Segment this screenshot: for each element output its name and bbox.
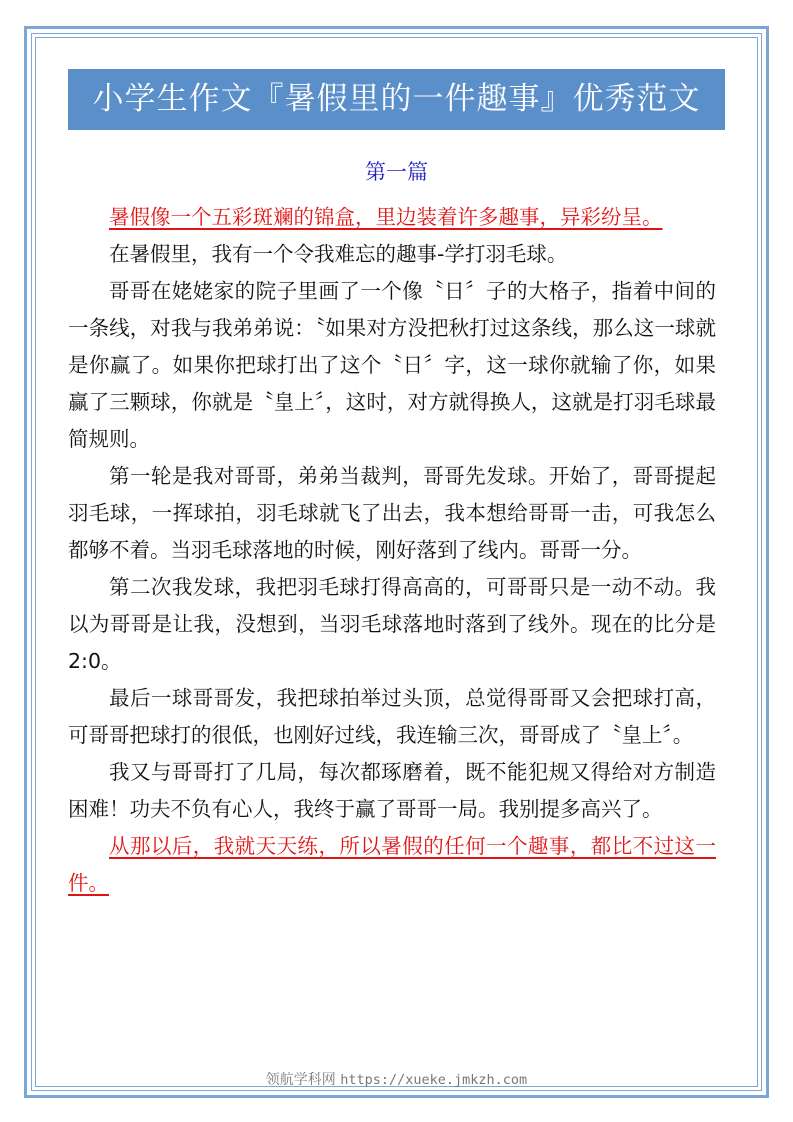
document-title: 小学生作文『暑假里的一件趣事』优秀范文 (68, 69, 725, 130)
opening-paragraph: 暑假像一个五彩斑斓的锦盒，里边装着许多趣事，异彩纷呈。 (109, 205, 663, 229)
closing-paragraph: 从那以后，我就天天练，所以暑假的任何一个趣事，都比不过这一件。 (68, 834, 716, 895)
footer-url[interactable]: https://xueke.jmkzh.com (340, 1072, 528, 1088)
essay-body (68, 199, 716, 902)
paragraph: 在暑假里，我有一个令我难忘的趣事-学打羽毛球。 (109, 242, 568, 266)
paragraph: 我又与哥哥打了几局，每次都琢磨着，既不能犯规又得给对方制造困难！功夫不负有心人，我终于赢了哥哥一局。我别提多高兴了。 (68, 760, 716, 821)
footer-site-name: 领航学科网 (265, 1072, 336, 1088)
paragraph: 第二次我发球，我把羽毛球打得高高的，可哥哥只是一动不动。我以为哥哥是让我，没想到，当羽毛球落地时落到了线外。现在的比分是 2:0。 (68, 575, 716, 673)
page-footer (0, 1070, 793, 1090)
chapter-heading: 第一篇 (365, 160, 428, 184)
paragraph: 最后一球哥哥发，我把球拍举过头顶，总觉得哥哥又会把球打高，可哥哥把球打的很低，也刚好过线，我连输三次，哥哥成了〝皇上〞。 (68, 686, 716, 747)
paragraph: 哥哥在姥姥家的院子里画了一个像〝日〞子的大格子，指着中间的一条线，对我与我弟弟说：〝如果对方没把秋打过这条线，那么这一球就是你赢了。如果你把球打出了这个〝日〞字，这一球你就输了你，如果赢了三颗球，你就是〝皇上〞，这时，对方就得换人，这就是打羽毛球最简规则。 (68, 279, 716, 451)
paragraph: 第一轮是我对哥哥，弟弟当裁判，哥哥先发球。开始了，哥哥提起羽毛球，一挥球拍，羽毛球就飞了出去，我本想给哥哥一击，可我怎么都够不着。当羽毛球落地的时候，刚好落到了线内。哥哥一分。 (68, 464, 716, 562)
